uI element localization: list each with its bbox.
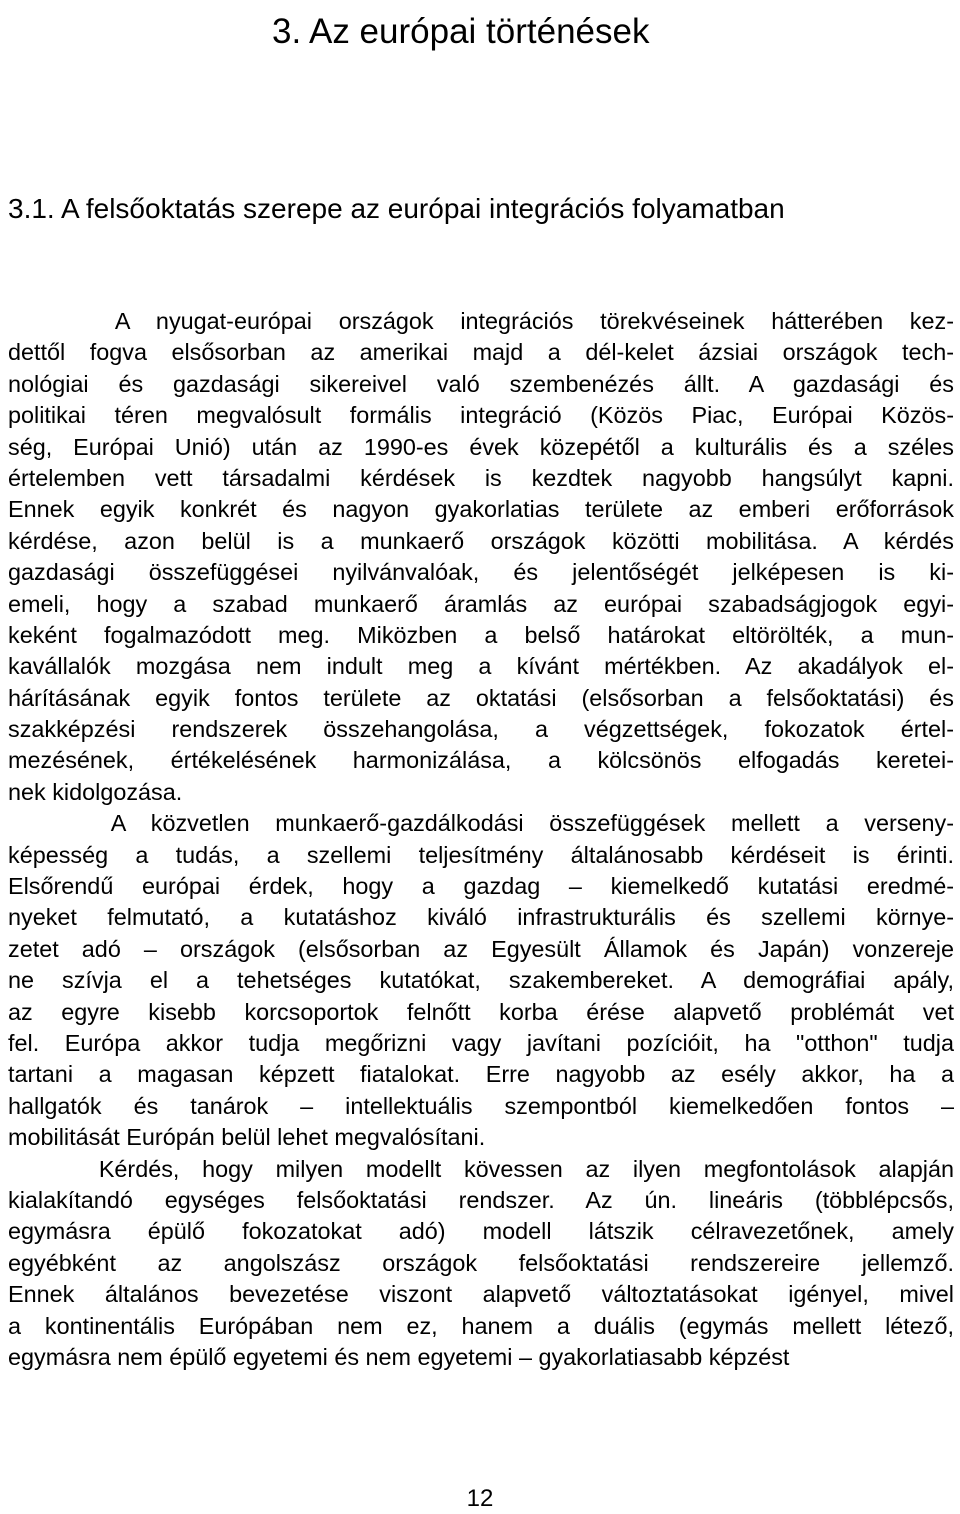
text-line: A nyugat-európai országok integrációs törekvéseinek hátterében kez- — [8, 308, 954, 334]
text-line: ne szívja el a tehetséges kutatókat, szakembereket. A demográfiai apály, — [8, 967, 954, 994]
chapter-title: 3. Az európai történések — [272, 12, 650, 51]
text-line: egymásra nem épülő egyetemi és nem egyetemi – gyakorlatiasabb képzést — [8, 1343, 790, 1370]
body-text — [8, 306, 954, 1373]
text-line: szakképzési rendszerek összehangolása, a végzettségek, fokozatok értel- — [8, 716, 954, 743]
section-heading: 3.1. A felsőoktatás szerepe az európai integrációs folyamatban — [8, 193, 785, 224]
text-line: hallgatók és tanárok – intellektuális szempontból kiemelkedően fontos – — [8, 1092, 954, 1119]
text-line: fel. Európa akkor tudja megőrizni vagy javítani pozícióit, ha "otthon" tudja — [8, 1029, 954, 1056]
text-line: keként fogalmazódott meg. Miközben a belső határokat eltörölték, a mun- — [8, 621, 954, 648]
text-line: képesség a tudás, a szellemi teljesítmény általánosabb kérdéseit is érinti. — [8, 841, 954, 868]
text-line: egymásra épülő fokozatokat adó) modell látszik célravezetőnek, amely — [8, 1218, 954, 1245]
text-line: ség, Európai Unió) után az 1990-es évek közepétől a kulturális és a széles — [8, 433, 954, 460]
text-line: nek kidolgozása. — [8, 778, 183, 805]
text-line: nológiai és gazdasági sikereivel való szembenézés állt. A gazdasági és — [8, 370, 954, 397]
text-line: értelemben vett társadalmi kérdések is kezdtek nagyobb hangsúlyt kapni. — [8, 464, 954, 491]
text-line: kialakítandó egységes felsőoktatási rendszer. Az ún. lineáris (többlépcsős, — [8, 1186, 954, 1213]
text-line: a kontinentális Európában nem ez, hanem a duális (egymás mellett létező, — [8, 1312, 954, 1339]
text-line: kavállalók mozgása nem indult meg a kívánt mértékben. Az akadályok el- — [8, 653, 954, 680]
text-line: Ennek általános bevezetése viszont alapvető változtatásokat igényel, mivel — [8, 1281, 954, 1308]
text-line: A közvetlen munkaerő-gazdálkodási összefüggések mellett a verseny- — [8, 810, 954, 837]
text-line: gazdasági összefüggései nyilvánvalóak, és jelentőségét jelképesen is ki- — [8, 559, 954, 586]
text-line: mobilitását Európán belül lehet megvalósítani. — [8, 1124, 486, 1151]
text-line: emeli, hogy a szabad munkaerő áramlás az európai szabadságjogok egyi- — [8, 590, 954, 617]
text-line: zetet adó – országok (elsősorban az Egyesült Államok és Japán) vonzereje — [8, 935, 954, 962]
page-number: 12 — [466, 1485, 494, 1512]
text-line: dettől fogva elsősorban az amerikai majd a dél-kelet ázsiai országok tech- — [8, 339, 954, 366]
text-line: tartani a magasan képzett fiatalokat. Erre nagyobb az esély akkor, ha a — [8, 1061, 954, 1088]
text-line: Elsőrendű európai érdek, hogy a gazdag – kiemelkedő kutatási eredmé- — [8, 873, 954, 900]
text-line: hárításának egyik fontos területe az oktatási (elsősorban a felsőoktatási) és — [8, 684, 954, 711]
text-line: Kérdés, hogy milyen modellt kövessen az ilyen megfontolások alapján — [8, 1155, 954, 1182]
text-line: kérdése, azon belül is a munkaerő országok közötti mobilitása. A kérdés — [8, 527, 954, 554]
text-line: az egyre kisebb korcsoportok felnőtt korba érése alapvető problémát vet — [8, 998, 954, 1025]
text-line: nyeket felmutató, a kutatáshoz kiváló infrastrukturális és szellemi környe- — [8, 904, 954, 931]
text-line: Ennek egyik konkrét és nagyon gyakorlatias területe az emberi erőforrások — [8, 496, 954, 523]
text-line: politikai téren megvalósult formális integráció (Közös Piac, Európai Közös- — [8, 402, 954, 429]
text-line: egyébként az angolszász országok felsőoktatási rendszereire jellemző. — [8, 1249, 954, 1276]
text-line: mezésének, értékelésének harmonizálása, a kölcsönös elfogadás keretei- — [8, 747, 954, 774]
